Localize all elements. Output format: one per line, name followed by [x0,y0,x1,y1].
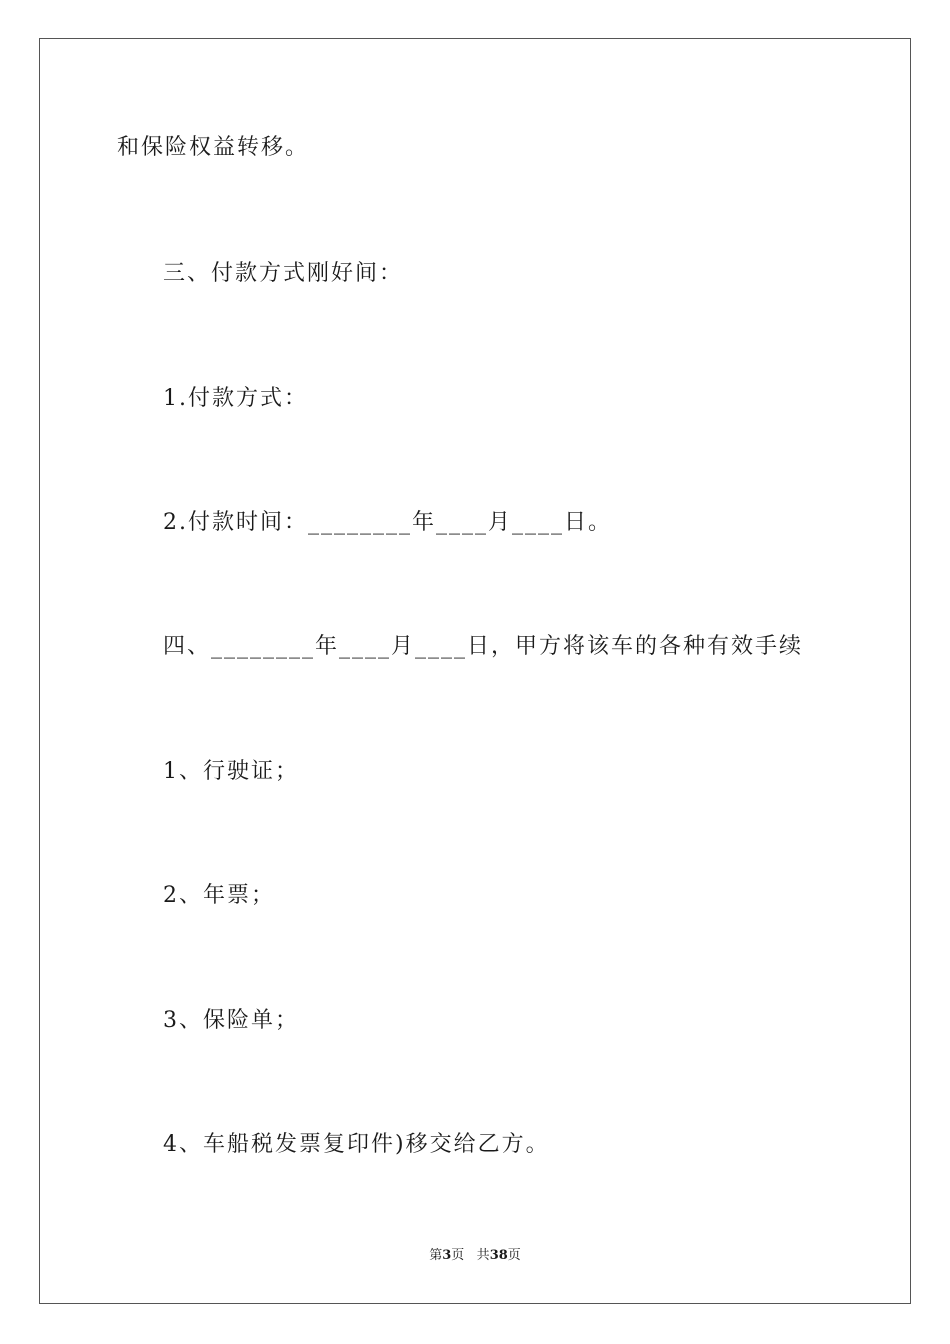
section-heading-handover: 四、________年____月____日，甲方将该车的各种有效手续 [163,634,804,659]
text-line-payment-method: 1.付款方式： [163,386,308,411]
footer-total-prefix: 共 [476,1248,490,1263]
list-item-tax-invoice: 4、车船税发票复印件)移交给乙方。 [163,1132,550,1157]
footer-total-pages: 38 [489,1248,508,1263]
footer-page-suffix: 页 [451,1248,465,1263]
footer-prefix: 第 [429,1248,443,1263]
footer-page-number: 3 [442,1248,452,1263]
page-footer [0,1247,950,1265]
text-line-payment-time: 2.付款时间：________年____月____日。 [163,510,612,535]
list-item-annual-ticket: 2、年票； [163,883,275,908]
list-item-license: 1、行驶证； [163,759,299,784]
footer-total-suffix: 页 [507,1248,521,1263]
section-heading-payment: 三、付款方式刚好间： [163,261,404,286]
list-item-insurance: 3、保险单； [163,1008,299,1033]
page-frame [39,38,911,1304]
text-line: 和保险权益转移。 [117,135,310,160]
